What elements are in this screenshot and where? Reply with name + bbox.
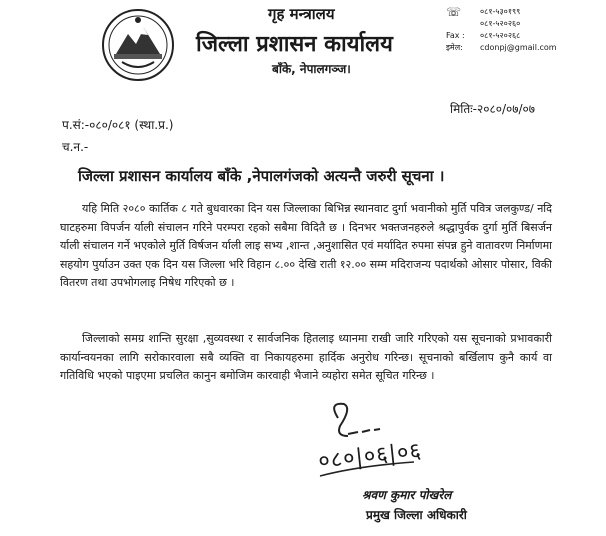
signer-title: प्रमुख जिल्ला अधिकारी [366, 508, 467, 522]
phone-row-2 [446, 18, 596, 30]
phone-number-2: ०८१-५२०२६० [480, 19, 521, 28]
email-row [446, 42, 596, 54]
office-location: बाँके, नेपालगञ्ज। [272, 62, 351, 76]
telephone-icon: ☏ [446, 5, 462, 19]
fax-label: Fax : [446, 31, 465, 40]
dispatch-number: च.न.- [62, 140, 89, 154]
email-address: cdonpj@gmail.com [480, 43, 557, 52]
phone-row-1 [446, 6, 596, 18]
email-label: इमेल: [446, 43, 463, 52]
notice-paragraph-1: यहि मिति २०८० कार्तिक ८ गते बुधवारका दिन यस जिल्लाका बिभिन्न स्थानवाट दुर्गा भवानीको मुर्ति पवित्र जलकुण्ड/ नदि घाटहरुमा विपर्जन र्याली संचालन गरिने परम्परा रहको सबैमा विदितै छ । दिनभर भक्तजनहरुले श्रद्धापुर्वक दुर्गा मुर्ति बिसर्जन र्याली संचालन गर्ने भएकोले मुर्ति विर्षजन र्याली लाइ सभ्य ,शान्त ,अनुशासित एवं मर्यादित रुपमा संपन्न हुने वातावरण निर्माणमा सहयोग पुर्याउन उक्त एक दिन यस जिल्ला भरि विहान ८.०० देखि राती १२.०० सम्म मदिराजन्य पदार्थको ओसार पोसार, विकी वितरण तथा उपभोगलाइ निषेध गरिएको छ । [60, 202, 553, 289]
ministry-name: गृह मन्त्रालय [268, 5, 335, 23]
notice-paragraph-2: जिल्लाको समग्र शान्ति सुरक्षा ,सुव्यवस्था र सार्वजनिक हितलाइ ध्यानमा राखी जारि गरिएको यस सूचनाको प्रभावकारी कार्यान्वयनका लागि सरोकारवाला सबै व्यक्ति वा निकायहरुमा हार्दिक अनुरोध गरिन्छ। सूचनाको बर्खिलाप कुनै कार्य वा गतिविधि भएको पाइएमा प्रचलित कानुन बमोजिम कारवाही भैजाने व्यहोरा समेत सूचित गरिन्छ । [60, 332, 552, 382]
office-name: जिल्ला प्रशासन कार्यालय [196, 32, 393, 57]
letter-date: मितिः-२०८०/०७/०७ [450, 102, 535, 116]
signer-name: श्रवण कुमार पोखरेल [362, 488, 452, 502]
handwritten-date: ०८०|०६|०६ [317, 438, 424, 475]
phone-number-1: ०८१-५३०१९९ [480, 7, 521, 16]
notice-subject: जिल्ला प्रशासन कार्यालय बाँके ,नेपालगंजको अत्यन्तै जरुरी सूचना । [78, 167, 445, 185]
government-emblem-icon [100, 8, 176, 82]
fax-row [446, 30, 596, 42]
reference-number: प.सं:-०८०/०८१ (स्था.प्र.) [62, 118, 174, 132]
contact-block [446, 6, 596, 54]
fax-number: ०८१-५२०२६८ [480, 31, 521, 40]
